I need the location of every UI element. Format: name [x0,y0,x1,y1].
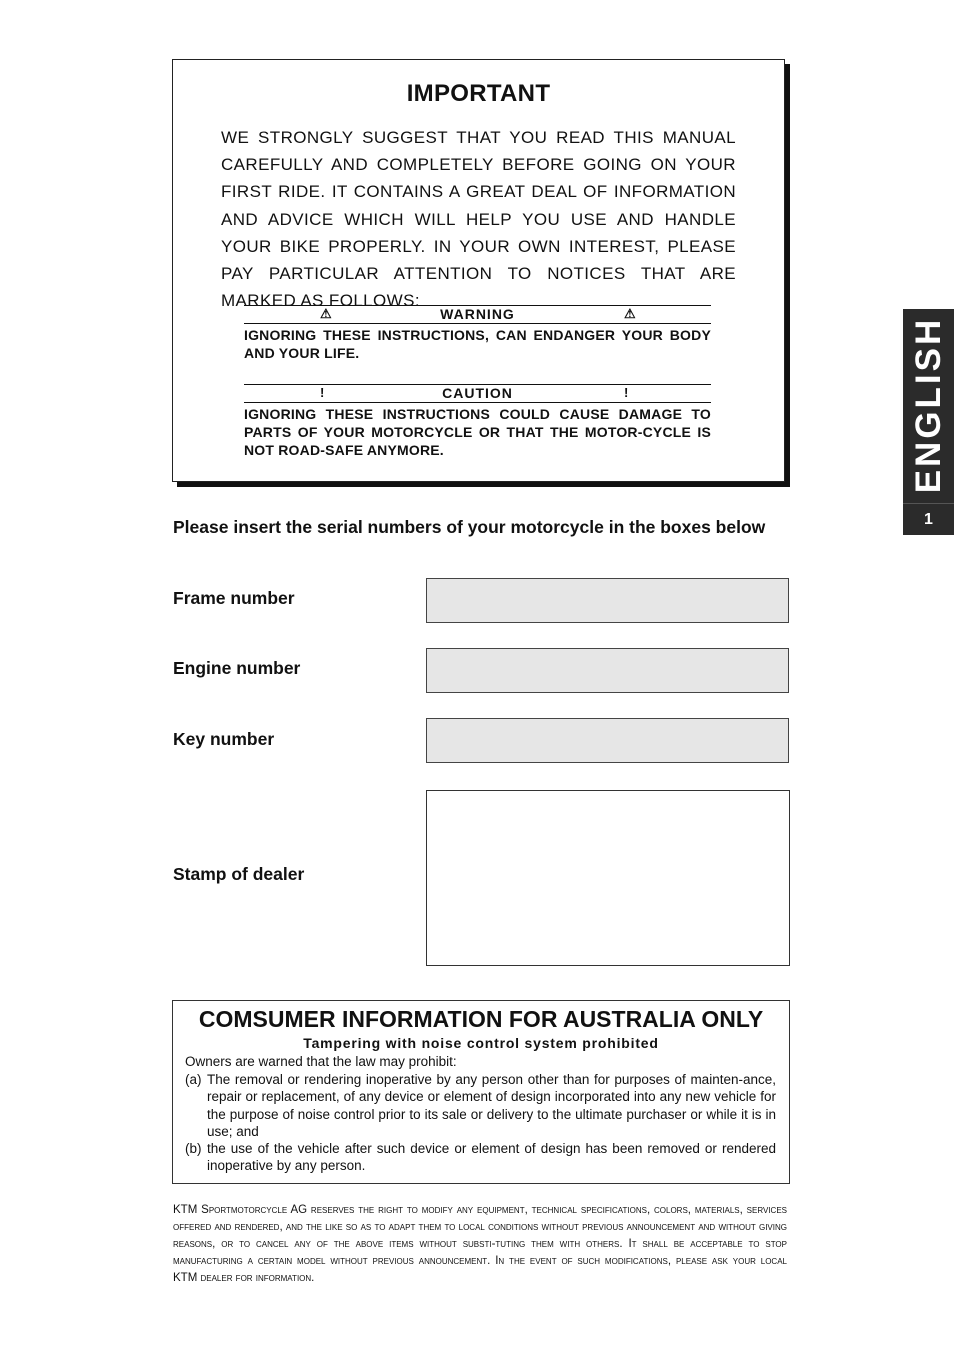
caution-label: CAUTION [442,385,513,401]
frame-number-field[interactable] [426,578,789,623]
frame-number-label: Frame number [173,588,295,608]
engine-number-label: Engine number [173,658,301,678]
footer-disclaimer: KTM Sportmotorcycle AG reserves the right to modify any equipment, technical specifications, colors, materials, services offered and rendered, and the like so as to adapt them to local conditions without previous announcement and without giving reasons, or to cancel any of the above items without substi-tuting them with others. It shall be acceptable to stop manufacturing a certain model without previous announcement. In the event of such modifications, please ask your local KTM dealer for information. [173,1204,787,1284]
list-item-marker: (b) [185,1141,202,1157]
list-item-marker: (a) [185,1072,202,1087]
list-item-text: the use of the vehicle after such device or element of design has been removed or rendered inoperative by any person. [207,1141,776,1174]
key-number-field[interactable] [426,718,789,763]
key-number-label: Key number [173,729,275,749]
language-side-tab [903,309,954,535]
exclamation-icon: ! [624,385,630,400]
list-item [185,1071,776,1140]
important-text: WE STRONGLY SUGGEST THAT YOU READ THIS MANUAL CAREFULLY AND COMPLETELY BEFORE GOING ON YOUR FIRST RIDE. IT CONTAINS A GREAT DEAL OF INFORMATION AND ADVICE WHICH WILL HELP YOU USE AND HANDLE YOUR BIKE PROPERLY. IN YOUR OWN INTEREST, PLEASE PAY PARTICULAR ATTENTION TO NOTICES THAT ARE MARKED AS FOLLOWS: [221,128,736,311]
important-notice-box [172,59,785,482]
stamp-of-dealer-label: Stamp of dealer [173,864,305,884]
language-label: ENGLISH [908,316,948,494]
caution-text: IGNORING THESE INSTRUCTIONS COULD CAUSE DAMAGE TO PARTS OF YOUR MOTORCYCLE OR THAT THE MOTOR-CYCLE IS NOT ROAD-SAFE ANYMORE. [244,406,711,458]
engine-number-field[interactable] [426,648,789,693]
consumer-info-box [172,1000,790,1184]
warning-triangle-icon: ⚠ [624,306,637,321]
tab-divider [903,503,954,504]
page-number: 1 [924,511,933,528]
important-title: IMPORTANT [406,80,551,107]
warning-label: WARNING [440,306,515,322]
list-item-text: The removal or rendering inoperative by any person other than for purposes of mainten-ance, repair or replacement, of any device or element of design incorporated into any new vehicle for the purpose of noise control prior to its sale or delivery to the ultimate purchaser or while it is in use; and [207,1072,776,1139]
consumer-info-intro: Owners are warned that the law may prohibit: [185,1054,457,1069]
consumer-info-list [185,1071,776,1175]
exclamation-icon: ! [320,385,326,400]
warning-header [244,305,711,324]
caution-notice [244,384,711,459]
warning-text: IGNORING THESE INSTRUCTIONS, CAN ENDANGER YOUR BODY AND YOUR LIFE. [244,327,711,361]
caution-header [244,384,711,403]
warning-notice [244,305,711,362]
list-item [185,1140,776,1175]
consumer-info-title: COMSUMER INFORMATION FOR AUSTRALIA ONLY [198,1006,764,1032]
warning-triangle-icon: ⚠ [320,306,333,321]
dealer-stamp-box [426,790,790,966]
consumer-info-subtitle: Tampering with noise control system prohibited [303,1035,659,1051]
serial-instruction: Please insert the serial numbers of your motorcycle in the boxes below [173,517,766,537]
